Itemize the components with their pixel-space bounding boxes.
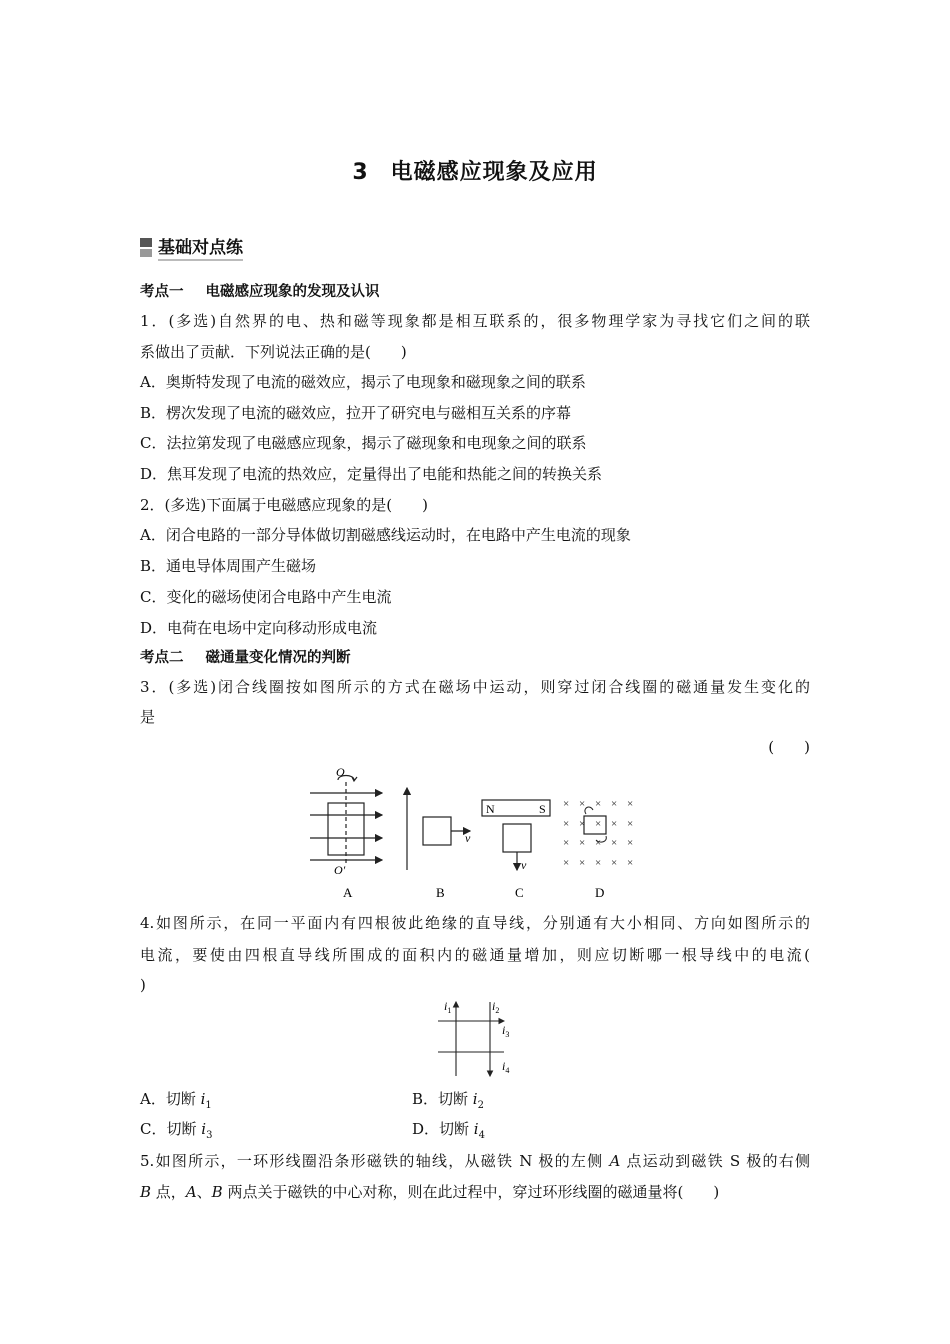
svg-text:×: × [595,818,602,830]
kaodian-2-heading [140,648,810,668]
svg-text:×: × [563,857,570,869]
fig3-label-c: C [515,885,524,900]
q4-options-row1 [140,1089,810,1116]
svg-text:×: × [627,857,634,869]
title-text: 电磁感应现象及应用 [390,160,598,185]
section-marker-icon [140,236,152,258]
page-title [0,155,950,186]
q1-option-d: D．焦耳发现了电流的热效应，定量得出了电能和热能之间的转换关系 [140,465,603,483]
fig3-axis-top: O [336,765,345,779]
svg-text:×: × [611,818,618,830]
q4-option-d: D．切断 $i_4$ [412,1120,485,1141]
fig3-magnet-n: N [486,802,495,816]
q1-stem-line1: 1．(多选)自然界的电、热和磁等现象都是相互联系的，很多物理学家为寻找它们之间的联 [140,312,810,330]
q5-stem-line2: B 点，A、B 两点关于磁铁的中心对称，则在此过程中，穿过环形线圈的磁通量将( ) [140,1183,720,1201]
kaodian-2-text: 磁通量变化情况的判断 [205,650,351,666]
fig4-label-i2: $i_2$ [492,999,500,1015]
svg-text:×: × [579,837,586,849]
svg-text:×: × [627,798,634,810]
svg-text:×: × [595,837,602,849]
q4-option-b: B．切断 $i_2$ [412,1090,484,1111]
svg-text:×: × [563,798,570,810]
svg-text:×: × [563,818,570,830]
q4-stem-line3: ) [140,976,146,994]
title-number: 3 [352,160,369,185]
q4-stem-line1: 4.如图所示，在同一平面内有四根彼此绝缘的直导线，分别通有大小相同、方向如图所示的 [140,914,810,932]
q3-answer-bracket: ( ) [768,738,810,756]
q2-option-c: C．变化的磁场使闭合电路中产生电流 [140,588,392,606]
q1-option-a: A．奥斯特发现了电流的磁效应，揭示了电现象和磁现象之间的联系 [140,373,586,391]
svg-text:×: × [563,837,570,849]
svg-text:×: × [627,818,634,830]
svg-text:×: × [611,798,618,810]
section-header [140,234,243,260]
kaodian-2-label: 考点二 [140,650,184,666]
fig3-magnet-s: S [539,802,546,816]
q2-option-d: D．电荷在电场中定向移动形成电流 [140,619,378,637]
svg-text:×: × [579,798,586,810]
fig3-panel-b [407,788,470,870]
q2-stem: 2．(多选)下面属于电磁感应现象的是( ) [140,496,428,514]
svg-text:×: × [595,798,602,810]
fig4-label-i3: $i_3$ [502,1023,510,1039]
kaodian-1-text: 电磁感应现象的发现及认识 [205,284,380,300]
fig3-axis-bottom: O′ [334,863,346,877]
fig3-label-d: D [595,885,605,900]
kaodian-1-heading [140,282,810,302]
q4-figure [432,996,522,1078]
svg-text:×: × [579,818,586,830]
section-label: 基础对点练 [158,233,243,261]
q1-option-c: C．法拉第发现了电磁感应现象，揭示了磁现象和电现象之间的联系 [140,434,587,452]
svg-text:×: × [579,857,586,869]
q1-option-b: B．楞次发现了电流的磁效应，拉开了研究电与磁相互关系的序幕 [140,404,572,422]
kaodian-1-label: 考点一 [140,284,184,300]
fig3-label-a: A [343,885,353,900]
fig3-label-b: B [436,885,445,900]
q1-stem-line2: 系做出了贡献．下列说法正确的是( ) [140,343,407,361]
q4-option-c: C．切断 $i_3$ [140,1120,213,1141]
fig4-label-i4: $i_4$ [502,1059,510,1075]
q3-stem-line2: 是 [140,708,156,726]
q3-stem-line1: 3．(多选)闭合线圈按如图所示的方式在磁场中运动，则穿过闭合线圈的磁通量发生变化的 [140,678,810,696]
fig4-label-i1: $i_1$ [444,999,452,1015]
svg-text:×: × [595,857,602,869]
fig3-velocity-b: v [465,831,471,845]
q2-option-a: A．闭合电路的一部分导体做切割磁感线运动时，在电路中产生电流的现象 [140,526,631,544]
q4-option-a: A．切断 $i_1$ [140,1090,212,1111]
fig3-velocity-c: v [521,858,527,872]
fig3-panel-a [310,776,382,865]
q2-option-b: B．通电导体周围产生磁场 [140,557,317,575]
q4-stem-line2: 电流，要使由四根直导线所围成的面积内的磁通量增加，则应切断哪一根导线中的电流( [140,946,810,964]
q3-figure [300,760,650,905]
fig3-panel-d [563,798,633,869]
svg-text:×: × [611,857,618,869]
svg-text:×: × [611,837,618,849]
svg-text:×: × [627,837,634,849]
q4-options-row2 [140,1119,810,1146]
q5-stem-line1: 5.如图所示，一环形线圈沿条形磁铁的轴线，从磁铁 N 极的左侧 A 点运动到磁铁 S 极的右侧 [140,1152,810,1170]
